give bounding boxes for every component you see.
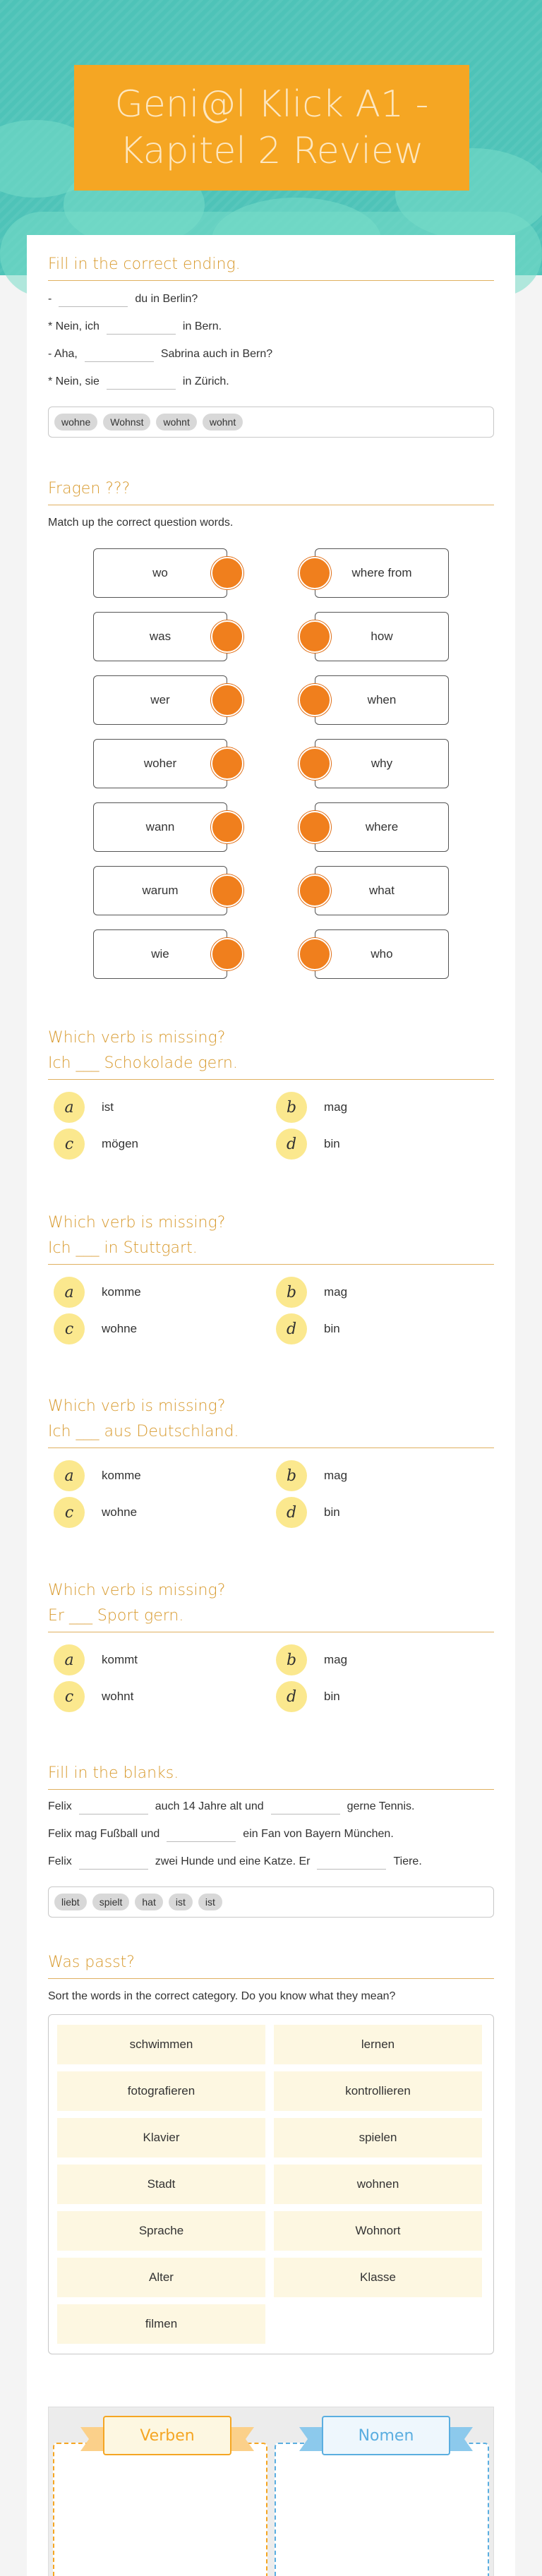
category-label-verben: Verben bbox=[103, 2416, 231, 2455]
section-mc-4 bbox=[48, 1578, 494, 1719]
line-text: gerne Tennis. bbox=[347, 1800, 415, 1812]
option-text: bin bbox=[324, 1137, 340, 1150]
option-letter: a bbox=[54, 1644, 85, 1675]
option-text: mag bbox=[324, 1653, 348, 1666]
option-text: bin bbox=[324, 1690, 340, 1703]
fill-line bbox=[48, 285, 494, 313]
line-text: du in Berlin? bbox=[135, 292, 198, 305]
section-title bbox=[48, 1210, 494, 1265]
line-text: zwei Hunde und eine Katze. Er bbox=[155, 1855, 311, 1867]
line-text: Felix mag Fußball und bbox=[48, 1827, 160, 1840]
sort-card[interactable]: kontrollieren bbox=[274, 2071, 482, 2111]
line-text: Felix bbox=[48, 1800, 72, 1812]
word-bank bbox=[48, 1886, 494, 1918]
option-a[interactable] bbox=[54, 1644, 138, 1675]
sort-card[interactable]: spielen bbox=[274, 2118, 482, 2157]
option-text: ist bbox=[102, 1100, 114, 1114]
line-text: * Nein, sie bbox=[48, 375, 100, 387]
option-text: kommt bbox=[102, 1653, 138, 1666]
section-title bbox=[48, 1578, 494, 1632]
section-title: Fragen ??? bbox=[48, 476, 494, 505]
fill-line bbox=[48, 313, 494, 340]
word-chip[interactable]: spielt bbox=[92, 1894, 130, 1910]
match-left-box[interactable]: warum bbox=[93, 866, 227, 915]
category-dropzone-verben[interactable] bbox=[53, 2443, 267, 2576]
blank-input[interactable] bbox=[317, 1854, 386, 1870]
match-left-connector[interactable] bbox=[211, 874, 243, 907]
option-b[interactable] bbox=[276, 1277, 347, 1308]
line-text: ein Fan von Bayern München. bbox=[243, 1827, 394, 1840]
blank-input[interactable] bbox=[107, 319, 176, 335]
option-letter: d bbox=[276, 1128, 307, 1160]
fill-line bbox=[48, 368, 494, 395]
fill-lines bbox=[48, 285, 494, 395]
blank-input[interactable] bbox=[85, 347, 154, 362]
match-right-connector[interactable] bbox=[299, 557, 331, 589]
option-b[interactable] bbox=[276, 1644, 347, 1675]
section-sort bbox=[48, 1950, 494, 2354]
option-letter: a bbox=[54, 1277, 85, 1308]
match-left-box[interactable]: woher bbox=[93, 739, 227, 788]
sort-word-pool bbox=[48, 2014, 494, 2354]
fill-line bbox=[48, 1820, 494, 1848]
option-text: mögen bbox=[102, 1137, 138, 1150]
option-text: komme bbox=[102, 1469, 141, 1482]
word-chip[interactable]: hat bbox=[135, 1894, 162, 1910]
sort-card[interactable]: Klavier bbox=[57, 2118, 265, 2157]
match-right-connector[interactable] bbox=[299, 684, 331, 716]
match-right-box[interactable]: where bbox=[315, 802, 449, 852]
section-mc-1 bbox=[48, 1025, 494, 1167]
line-text: Felix bbox=[48, 1855, 72, 1867]
worksheet-sheet bbox=[27, 235, 515, 2576]
option-letter: b bbox=[276, 1277, 307, 1308]
match-right-box[interactable]: why bbox=[315, 739, 449, 788]
matching-area bbox=[48, 548, 494, 961]
question-line: Ich ___ Schokolade gern. bbox=[48, 1054, 238, 1072]
word-chip[interactable]: ist bbox=[198, 1894, 222, 1910]
question-line: Which verb is missing? bbox=[48, 1582, 226, 1599]
sort-card[interactable]: filmen bbox=[57, 2304, 265, 2344]
match-left-connector[interactable] bbox=[211, 811, 243, 843]
word-chip[interactable]: wohne bbox=[54, 414, 97, 431]
option-text: mag bbox=[324, 1469, 348, 1482]
section-title: Was passt? bbox=[48, 1950, 494, 1979]
question-line: Er ___ Sport gern. bbox=[48, 1607, 184, 1625]
word-bank bbox=[48, 407, 494, 438]
question-line: Which verb is missing? bbox=[48, 1397, 226, 1415]
line-text: Sabrina auch in Bern? bbox=[160, 347, 273, 360]
option-letter: b bbox=[276, 1460, 307, 1491]
option-letter: c bbox=[54, 1497, 85, 1528]
fill-line bbox=[48, 1848, 494, 1875]
question-line: Ich ___ aus Deutschland. bbox=[48, 1423, 239, 1440]
match-right-connector[interactable] bbox=[299, 938, 331, 970]
sort-card[interactable]: schwimmen bbox=[57, 2025, 265, 2064]
section-fill-blanks bbox=[48, 1761, 494, 1918]
option-text: komme bbox=[102, 1285, 141, 1299]
option-b[interactable] bbox=[276, 1460, 347, 1491]
section-title: Fill in the correct ending. bbox=[48, 252, 494, 281]
match-right-box[interactable]: who bbox=[315, 929, 449, 979]
section-question-words bbox=[48, 476, 494, 961]
option-letter: b bbox=[276, 1644, 307, 1675]
option-letter: c bbox=[54, 1128, 85, 1160]
match-left-box[interactable]: wer bbox=[93, 675, 227, 725]
option-c[interactable] bbox=[54, 1128, 138, 1160]
match-left-box[interactable]: wann bbox=[93, 802, 227, 852]
option-text: wohnt bbox=[102, 1690, 134, 1703]
category-area bbox=[48, 2407, 494, 2576]
option-letter: d bbox=[276, 1681, 307, 1712]
word-chip[interactable]: ist bbox=[169, 1894, 193, 1910]
option-text: wohne bbox=[102, 1505, 138, 1519]
option-c[interactable] bbox=[54, 1313, 137, 1344]
blank-input[interactable] bbox=[79, 1799, 148, 1814]
question-line: Ich ___ in Stuttgart. bbox=[48, 1239, 198, 1257]
option-text: bin bbox=[324, 1322, 340, 1335]
match-left-box[interactable]: was bbox=[93, 612, 227, 661]
line-text: Tiere. bbox=[393, 1855, 422, 1867]
match-right-connector[interactable] bbox=[299, 620, 331, 653]
option-d[interactable] bbox=[276, 1497, 340, 1528]
section-mc-3 bbox=[48, 1394, 494, 1535]
match-left-connector[interactable] bbox=[211, 620, 243, 653]
word-chip[interactable]: liebt bbox=[54, 1894, 87, 1910]
option-text: mag bbox=[324, 1285, 348, 1299]
match-right-connector[interactable] bbox=[299, 747, 331, 780]
option-letter: c bbox=[54, 1313, 85, 1344]
option-text: wohne bbox=[102, 1322, 138, 1335]
match-right-connector[interactable] bbox=[299, 874, 331, 907]
option-letter: d bbox=[276, 1313, 307, 1344]
option-text: bin bbox=[324, 1505, 340, 1519]
option-letter: a bbox=[54, 1460, 85, 1491]
match-right-box[interactable]: where from bbox=[315, 548, 449, 598]
option-a[interactable] bbox=[54, 1277, 141, 1308]
word-chip[interactable]: wohnt bbox=[203, 414, 243, 431]
option-letter: d bbox=[276, 1497, 307, 1528]
question-line: Which verb is missing? bbox=[48, 1214, 226, 1232]
option-text: mag bbox=[324, 1100, 348, 1114]
match-right-box[interactable]: when bbox=[315, 675, 449, 725]
match-right-box[interactable]: what bbox=[315, 866, 449, 915]
blank-input[interactable] bbox=[107, 374, 176, 390]
match-right-connector[interactable] bbox=[299, 811, 331, 843]
blank-input[interactable] bbox=[59, 291, 128, 307]
option-a[interactable] bbox=[54, 1092, 114, 1123]
section-title: Fill in the blanks. bbox=[48, 1761, 494, 1790]
match-left-connector[interactable] bbox=[211, 684, 243, 716]
section-title bbox=[48, 1025, 494, 1080]
match-left-connector[interactable] bbox=[211, 557, 243, 589]
section-mc-2 bbox=[48, 1210, 494, 1352]
section-fill-ending bbox=[48, 252, 494, 438]
line-text: in Bern. bbox=[182, 320, 222, 332]
word-chip[interactable]: Wohnst bbox=[103, 414, 150, 431]
instruction: Sort the words in the correct category. Do you know what they mean? bbox=[48, 1990, 396, 2002]
category-label-nomen: Nomen bbox=[322, 2416, 450, 2455]
blank-input[interactable] bbox=[167, 1826, 236, 1842]
match-left-connector[interactable] bbox=[211, 747, 243, 780]
option-c[interactable] bbox=[54, 1497, 137, 1528]
option-d[interactable] bbox=[276, 1128, 340, 1160]
fill-line bbox=[48, 340, 494, 368]
blank-input[interactable] bbox=[271, 1799, 340, 1814]
section-title bbox=[48, 1394, 494, 1448]
option-d[interactable] bbox=[276, 1313, 340, 1344]
option-b[interactable] bbox=[276, 1092, 347, 1123]
worksheet-title: Geni@l Klick A1 - Kapitel 2 Review bbox=[114, 83, 429, 172]
sort-card[interactable]: Stadt bbox=[57, 2165, 265, 2204]
option-letter: b bbox=[276, 1092, 307, 1123]
option-c[interactable] bbox=[54, 1681, 133, 1712]
fill-lines bbox=[48, 1793, 494, 1875]
sort-card[interactable]: Wohnort bbox=[274, 2211, 482, 2251]
line-text: in Zürich. bbox=[182, 375, 229, 387]
question-line: Which verb is missing? bbox=[48, 1029, 226, 1047]
sort-card[interactable]: Alter bbox=[57, 2258, 265, 2297]
option-a[interactable] bbox=[54, 1460, 141, 1491]
sort-card[interactable]: lernen bbox=[274, 2025, 482, 2064]
line-text: - bbox=[48, 292, 52, 305]
instruction: Match up the correct question words. bbox=[48, 517, 234, 529]
option-letter: a bbox=[54, 1092, 85, 1123]
category-dropzone-nomen[interactable] bbox=[275, 2443, 489, 2576]
line-text: - Aha, bbox=[48, 347, 78, 360]
sort-card[interactable]: Sprache bbox=[57, 2211, 265, 2251]
match-left-box[interactable]: wo bbox=[93, 548, 227, 598]
fill-line bbox=[48, 1793, 494, 1820]
line-text: * Nein, ich bbox=[48, 320, 100, 332]
option-d[interactable] bbox=[276, 1681, 340, 1712]
blank-input[interactable] bbox=[79, 1854, 148, 1870]
line-text: auch 14 Jahre alt und bbox=[155, 1800, 264, 1812]
match-left-box[interactable]: wie bbox=[93, 929, 227, 979]
sort-card[interactable]: fotografieren bbox=[57, 2071, 265, 2111]
sort-card[interactable]: Klasse bbox=[274, 2258, 482, 2297]
option-letter: c bbox=[54, 1681, 85, 1712]
word-chip[interactable]: wohnt bbox=[156, 414, 196, 431]
match-left-connector[interactable] bbox=[211, 938, 243, 970]
match-right-box[interactable]: how bbox=[315, 612, 449, 661]
sort-card[interactable]: wohnen bbox=[274, 2165, 482, 2204]
worksheet-title-box bbox=[74, 65, 469, 191]
